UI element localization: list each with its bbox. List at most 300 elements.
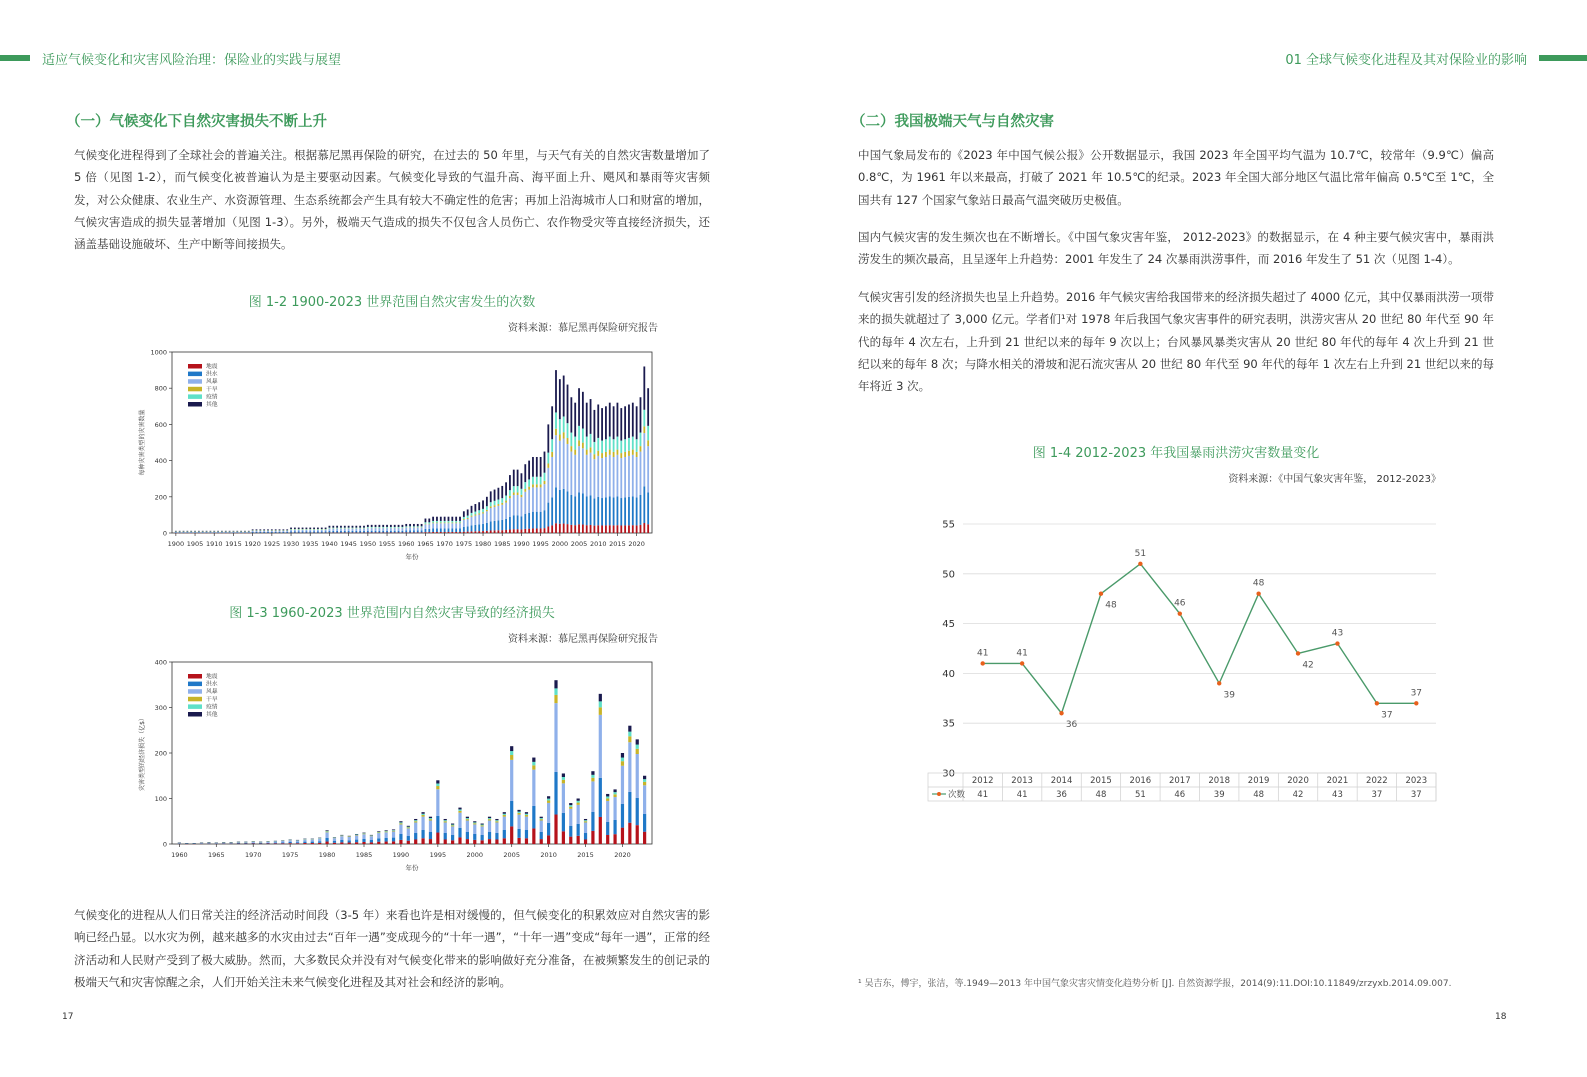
bar-segment <box>421 528 423 531</box>
bar-segment <box>540 512 542 529</box>
data-label: 41 <box>976 648 989 659</box>
bar-segment <box>375 531 377 533</box>
bar-segment <box>559 419 561 434</box>
bar-segment <box>436 517 438 521</box>
bar-segment <box>463 517 465 519</box>
bar-segment <box>498 506 500 520</box>
bar-segment <box>547 503 549 527</box>
bar-segment <box>536 457 538 477</box>
bar-segment <box>536 512 538 529</box>
bar-segment <box>302 528 304 529</box>
bar-segment <box>413 528 415 531</box>
bar-segment <box>606 798 609 801</box>
bar-segment <box>402 525 404 527</box>
x-tick-label: 1915 <box>225 540 242 548</box>
bar-segment <box>532 457 534 477</box>
x-tick-label: 1995 <box>429 851 447 859</box>
bar-segment <box>179 531 181 532</box>
bar-segment <box>455 528 457 532</box>
bar-segment <box>488 839 491 844</box>
bar-segment <box>540 818 543 819</box>
data-label: 37 <box>1381 710 1393 721</box>
bar-segment <box>559 524 561 533</box>
bar-segment <box>417 530 419 532</box>
bar-segment <box>402 528 404 531</box>
bar-segment <box>509 496 511 498</box>
bar-segment <box>577 836 580 844</box>
bar-segment <box>355 835 358 839</box>
bar-segment <box>628 823 631 844</box>
legend-label: 疫情 <box>206 704 218 711</box>
legend-swatch <box>188 712 202 717</box>
data-label: 37 <box>1410 688 1423 699</box>
bar-segment <box>336 531 338 533</box>
bar-segment <box>620 458 622 498</box>
bar-segment <box>582 493 584 524</box>
bar-segment <box>517 812 520 813</box>
bar-segment <box>428 532 430 533</box>
bar-segment <box>451 532 453 533</box>
bar-segment <box>390 527 392 528</box>
bar-segment <box>458 809 461 810</box>
bar-segment <box>591 771 594 775</box>
bar-segment <box>509 517 511 530</box>
y-tick-label: 800 <box>154 384 167 393</box>
legend-label: 风暴 <box>206 689 218 696</box>
bar-segment <box>528 529 530 533</box>
bar-segment <box>582 525 584 533</box>
bar-segment <box>252 842 255 843</box>
bar-segment <box>628 497 630 525</box>
bar-segment <box>563 376 565 417</box>
bar-segment <box>425 532 427 533</box>
data-point <box>1217 681 1221 685</box>
bar-segment <box>348 529 350 531</box>
bar-segment <box>263 529 265 530</box>
bar-segment <box>377 832 380 833</box>
bar-segment <box>559 441 561 490</box>
bar-segment <box>544 452 546 473</box>
bar-segment <box>394 527 396 528</box>
series-line <box>983 564 1417 713</box>
bar-segment <box>628 742 631 792</box>
bar-segment <box>624 452 626 457</box>
bar-segment <box>394 531 396 533</box>
bar-segment <box>621 766 624 804</box>
bar-segment <box>375 528 377 531</box>
bar-segment <box>329 528 331 529</box>
bar-segment <box>318 839 321 842</box>
bar-segment <box>525 814 528 815</box>
bar-segment <box>620 526 622 533</box>
data-point <box>1178 611 1182 615</box>
bar-segment <box>303 842 306 843</box>
data-label: 43 <box>1331 628 1344 639</box>
bar-segment <box>628 438 630 451</box>
bar-segment <box>429 819 432 820</box>
bar-segment <box>567 385 569 424</box>
bar-segment <box>386 531 388 533</box>
fig-1-3-source: 资料来源：慕尼黑再保险研究报告 <box>508 634 658 645</box>
bar-segment <box>259 532 261 533</box>
x-tick-label: 1975 <box>281 851 299 859</box>
bar-segment <box>436 833 439 844</box>
bar-segment <box>606 796 609 798</box>
bar-segment <box>421 814 424 815</box>
bar-segment <box>444 821 447 822</box>
bar-segment <box>609 450 611 455</box>
bar-segment <box>567 438 569 444</box>
bar-segment <box>590 453 592 496</box>
data-label: 36 <box>1065 720 1078 731</box>
bar-segment <box>473 834 476 840</box>
fig-1-3-chart <box>130 652 670 882</box>
bar-segment <box>321 530 323 532</box>
data-label: 41 <box>1016 648 1028 659</box>
header-left-title: 适应气候变化和灾害风险治理：保险业的实践与展望 <box>42 53 342 68</box>
bar-segment <box>290 531 292 532</box>
bar-segment <box>459 532 461 533</box>
x-tick-label: 2020 <box>614 851 631 859</box>
bar-segment <box>636 452 638 457</box>
bar-segment <box>271 529 273 530</box>
x-tick-label: 2015 <box>609 540 626 548</box>
bar-segment <box>296 843 299 844</box>
bar-segment <box>628 736 631 742</box>
bar-segment <box>306 530 308 532</box>
bar-segment <box>471 506 473 513</box>
bar-segment <box>417 524 419 526</box>
bar-segment <box>503 830 506 838</box>
bar-segment <box>362 842 365 844</box>
bar-segment <box>586 450 588 455</box>
bar-segment <box>367 525 369 527</box>
bar-segment <box>551 406 553 439</box>
bar-segment <box>290 528 292 529</box>
y-tick-label: 600 <box>154 420 167 429</box>
bar-segment <box>544 528 546 533</box>
bar-segment <box>198 531 200 532</box>
x-tick-label: 1985 <box>355 851 373 859</box>
bar-segment <box>599 707 602 715</box>
bar-segment <box>448 528 450 532</box>
bar-segment <box>294 529 296 530</box>
bar-segment <box>252 529 254 530</box>
data-point <box>981 661 985 665</box>
bar-segment <box>540 528 542 533</box>
bar-segment <box>590 399 592 434</box>
bar-segment <box>352 531 354 533</box>
bar-segment <box>306 528 308 529</box>
bar-segment <box>555 435 557 487</box>
bar-segment <box>617 450 619 455</box>
bar-segment <box>309 528 311 529</box>
bar-segment <box>586 497 588 526</box>
bar-segment <box>451 523 453 528</box>
bar-segment <box>444 521 446 523</box>
bar-segment <box>451 835 454 840</box>
bar-segment <box>417 526 419 527</box>
bar-segment <box>392 838 395 842</box>
bar-segment <box>286 532 288 533</box>
y-tick-label: 300 <box>154 704 167 712</box>
data-point <box>1059 711 1063 715</box>
bar-segment <box>482 524 484 531</box>
bar-segment <box>570 495 572 525</box>
bar-segment <box>432 517 434 521</box>
bar-segment <box>551 498 553 526</box>
bar-segment <box>466 818 469 819</box>
bar-segment <box>344 529 346 531</box>
bar-segment <box>481 826 484 835</box>
fig-1-4-chart <box>920 510 1450 810</box>
bar-segment <box>332 531 334 533</box>
x-tick-label: 2000 <box>466 851 484 859</box>
bar-segment <box>532 528 534 533</box>
x-tick-label: 1900 <box>167 540 185 548</box>
bar-segment <box>609 455 611 497</box>
bar-segment <box>524 464 526 482</box>
bar-segment <box>551 525 553 533</box>
bar-segment <box>279 529 281 530</box>
bar-segment <box>259 529 261 530</box>
bar-segment <box>459 523 461 524</box>
bar-segment <box>385 830 388 831</box>
bar-segment <box>584 822 587 833</box>
bar-segment <box>528 479 530 486</box>
data-point <box>1375 701 1379 705</box>
bar-segment <box>451 825 454 826</box>
bar-segment <box>605 406 607 439</box>
bar-segment <box>363 526 365 528</box>
bar-segment <box>428 524 430 525</box>
bar-segment <box>591 831 594 844</box>
bar-segment <box>344 528 346 529</box>
bar-segment <box>429 839 432 844</box>
bar-segment <box>547 463 549 467</box>
bar-segment <box>333 843 336 844</box>
bar-segment <box>528 513 530 529</box>
legend-swatch <box>188 402 202 407</box>
bar-segment <box>256 532 258 533</box>
bar-segment <box>643 782 646 785</box>
bar-segment <box>599 817 602 844</box>
bar-segment <box>298 531 300 532</box>
bar-segment <box>636 457 638 498</box>
bar-segment <box>440 523 442 524</box>
bar-segment <box>601 441 603 453</box>
bar-segment <box>601 498 603 525</box>
bar-segment <box>436 523 438 524</box>
bar-segment <box>344 531 346 533</box>
bar-segment <box>574 525 576 533</box>
bar-segment <box>294 528 296 529</box>
bar-segment <box>494 521 496 531</box>
data-label: 42 <box>1302 660 1314 671</box>
bar-segment <box>569 803 572 805</box>
bar-segment <box>425 529 427 532</box>
bar-segment <box>570 525 572 533</box>
bar-segment <box>605 439 607 452</box>
bar-segment <box>309 531 311 532</box>
bar-segment <box>528 490 530 513</box>
bar-segment <box>229 531 231 532</box>
data-point <box>1020 661 1024 665</box>
bar-segment <box>599 778 602 817</box>
bar-segment <box>494 490 496 501</box>
x-tick-label: 2022 <box>1366 776 1388 786</box>
bar-segment <box>458 808 461 810</box>
bar-segment <box>584 821 587 822</box>
bar-segment <box>421 530 423 532</box>
bar-segment <box>355 834 358 835</box>
bar-segment <box>643 486 645 523</box>
data-label: 46 <box>1174 598 1186 609</box>
bar-segment <box>256 531 258 532</box>
x-tick-label: 2019 <box>1247 776 1270 786</box>
bar-segment <box>377 838 380 841</box>
bar-segment <box>275 531 277 532</box>
x-tick-label: 2016 <box>1129 776 1152 786</box>
bar-segment <box>513 470 515 486</box>
bar-segment <box>628 456 630 497</box>
bar-segment <box>509 475 511 490</box>
bar-segment <box>590 447 592 452</box>
bar-segment <box>466 832 469 839</box>
bar-segment <box>409 530 411 532</box>
bar-segment <box>490 502 492 506</box>
bar-segment <box>244 843 247 844</box>
bar-segment <box>562 813 565 831</box>
bar-segment <box>609 525 611 533</box>
bar-segment <box>640 495 642 525</box>
bar-segment <box>289 840 292 842</box>
bar-segment <box>355 840 358 843</box>
plot-frame <box>172 352 652 533</box>
bar-segment <box>605 452 607 457</box>
bar-segment <box>640 525 642 533</box>
bar-segment <box>494 507 496 521</box>
bar-segment <box>636 739 639 744</box>
bar-segment <box>624 457 626 498</box>
bar-segment <box>636 825 639 844</box>
series-name: 次数 <box>948 790 966 800</box>
fig-1-3-title: 图 1-3 1960-2023 世界范围内自然灾害导致的经济损失 <box>229 606 555 621</box>
bar-segment <box>554 815 557 844</box>
bar-segment <box>463 520 465 527</box>
bar-segment <box>271 532 273 533</box>
x-tick-label: 1990 <box>513 540 530 548</box>
bar-segment <box>398 525 400 527</box>
bar-segment <box>313 528 315 529</box>
bar-segment <box>302 531 304 532</box>
bar-segment <box>547 424 549 452</box>
bar-segment <box>569 837 572 844</box>
bar-segment <box>451 528 453 532</box>
bar-segment <box>559 490 561 524</box>
bar-segment <box>329 526 331 528</box>
bar-segment <box>467 518 469 519</box>
bar-segment <box>363 529 365 531</box>
bar-segment <box>392 841 395 844</box>
bar-segment <box>370 840 373 842</box>
bar-segment <box>302 529 304 530</box>
bar-segment <box>636 406 638 439</box>
bar-segment <box>632 525 634 533</box>
bar-segment <box>594 459 596 498</box>
x-tick-label: 1970 <box>244 851 262 859</box>
bar-segment <box>613 457 615 498</box>
bar-segment <box>606 794 609 797</box>
bar-segment <box>640 433 642 447</box>
bar-segment <box>340 840 343 842</box>
bar-segment <box>584 820 587 821</box>
bar-segment <box>432 528 434 532</box>
bar-segment <box>636 525 638 533</box>
bar-segment <box>486 510 488 511</box>
bar-segment <box>436 523 438 528</box>
bar-segment <box>210 531 212 532</box>
bar-segment <box>340 842 343 844</box>
bar-segment <box>570 446 572 451</box>
bar-segment <box>555 487 557 523</box>
bar-segment <box>458 813 461 828</box>
bar-segment <box>444 528 446 532</box>
bar-segment <box>402 531 404 533</box>
bar-segment <box>386 527 388 528</box>
bar-segment <box>303 843 306 844</box>
x-tick-label: 1920 <box>244 540 261 548</box>
bar-segment <box>562 773 565 777</box>
bar-segment <box>425 524 427 529</box>
bar-segment <box>455 521 457 523</box>
bar-segment <box>318 843 321 844</box>
bar-segment <box>505 530 507 533</box>
bar-segment <box>390 528 392 531</box>
bar-segment <box>562 777 565 780</box>
bar-segment <box>309 530 311 532</box>
bar-segment <box>555 412 557 428</box>
bar-segment <box>617 455 619 497</box>
bar-segment <box>296 842 299 843</box>
x-tick-label: 1905 <box>186 540 204 548</box>
bar-segment <box>317 530 319 532</box>
bar-segment <box>378 527 380 528</box>
bar-segment <box>597 456 599 497</box>
y-tick-label: 100 <box>154 795 167 803</box>
bar-segment <box>371 525 373 527</box>
bar-segment <box>505 482 507 495</box>
bar-segment <box>448 517 450 521</box>
bar-segment <box>632 437 634 450</box>
legend-swatch <box>188 697 202 702</box>
bar-segment <box>252 531 254 532</box>
bar-segment <box>359 529 361 531</box>
bar-segment <box>586 403 588 437</box>
bar-segment <box>421 532 423 533</box>
bar-segment <box>486 497 488 506</box>
bar-segment <box>313 531 315 532</box>
bar-segment <box>321 528 323 529</box>
bar-segment <box>428 522 430 523</box>
bar-segment <box>348 837 351 840</box>
bar-segment <box>478 502 480 510</box>
bar-segment <box>252 532 254 533</box>
bar-segment <box>632 403 634 437</box>
bar-segment <box>413 526 415 527</box>
header-left-bar <box>0 55 30 61</box>
bar-segment <box>563 524 565 533</box>
